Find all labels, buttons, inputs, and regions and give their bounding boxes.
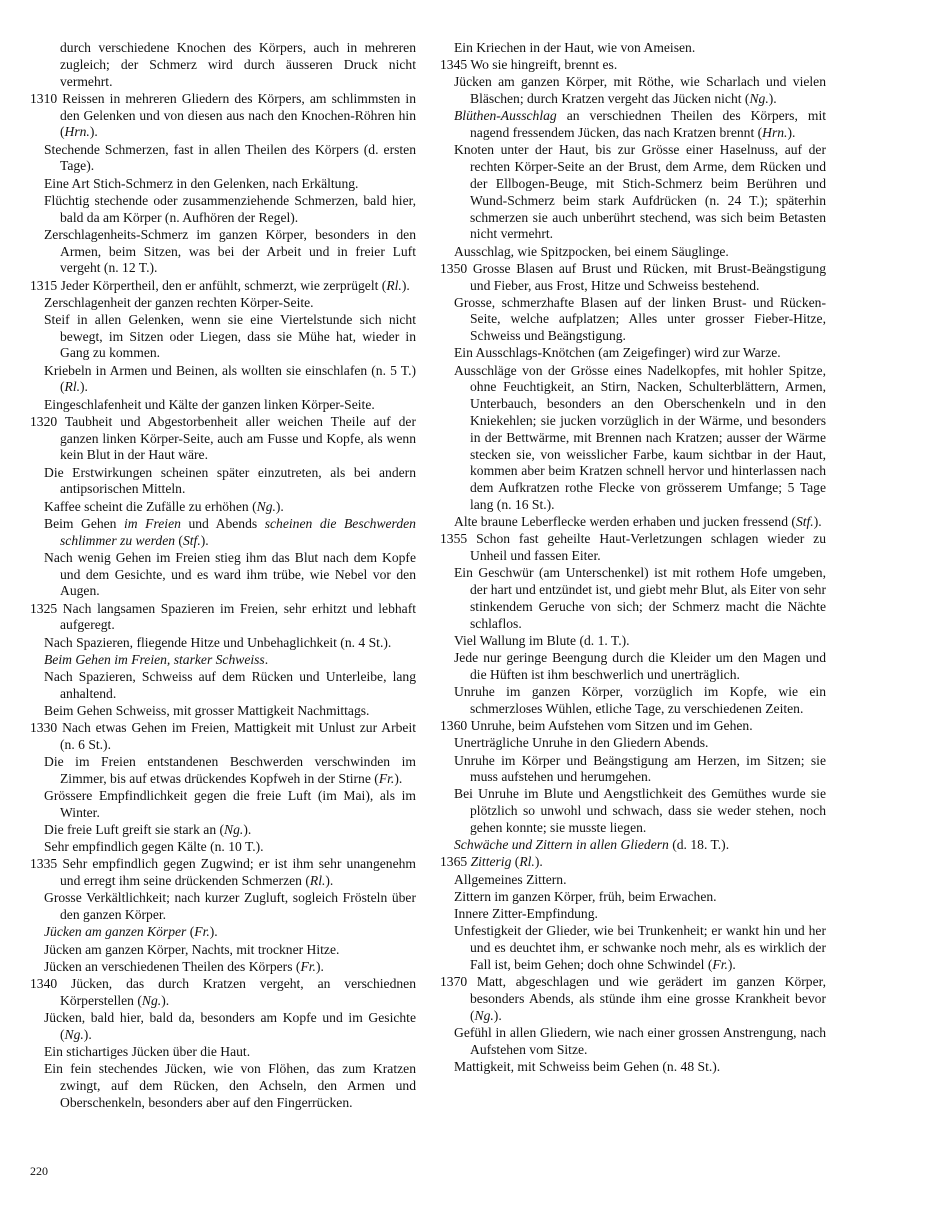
numbered-symptom-entry: 1365 Zitterig (Rl.). bbox=[440, 854, 543, 870]
symptom-entry: Nach Spazieren, Schweiss auf dem Rücken und Unterleibe, lang anhaltend. bbox=[44, 668, 416, 701]
numbered-symptom-entry: 1310 Reissen in mehreren Gliedern des Körpers, am schlimmsten in den Gelenken und von diesen aus nach den Knochen-Röhren hin (Hrn.). bbox=[30, 90, 416, 140]
symptom-entry: Ein Geschwür (am Unterschenkel) ist mit rothem Hofe umgeben, der hart und entzündet ist, und giebt mehr Blut, als Eiter von sehr stinkendem Geruche von sich; der Schmerz macht die Nächte schlaflos. bbox=[454, 565, 826, 631]
symptom-entry: Eingeschlafenheit und Kälte der ganzen linken Körper-Seite. bbox=[44, 396, 375, 412]
symptom-entry: Beim Gehen im Freien und Abends scheinen die Beschwerden schlimmer zu werden (Stf.). bbox=[44, 515, 416, 548]
symptom-entry: Die freie Luft greift sie stark an (Ng.). bbox=[44, 822, 252, 838]
symptom-entry: Unruhe im ganzen Körper, vorzüglich im Kopfe, wie ein schmerzloses Wühlen, etliche Tage, zu verschiedenen Zeiten. bbox=[454, 684, 826, 716]
symptom-entry: Beim Gehen im Freien, starker Schweiss. bbox=[44, 651, 269, 667]
numbered-symptom-entry: 1345 Wo sie hingreift, brennt es. bbox=[440, 57, 618, 73]
page-number: 220 bbox=[30, 1164, 48, 1178]
symptom-entry: Die Erstwirkungen scheinen später einzutreten, als bei andern antipsorischen Mitteln. bbox=[44, 464, 416, 497]
symptom-entry: Ausschlag, wie Spitzpocken, bei einem Säuglinge. bbox=[454, 243, 729, 259]
symptom-entry: Innere Zitter-Empfindung. bbox=[454, 906, 598, 922]
symptom-entry: Unfestigkeit der Glieder, wie bei Trunkenheit; er wankt hin und her und es deuchtet ihm, er schwanke noch mehr, als es wirklich der Fall ist, beim Gehen; doch ohne Schwindel (Fr.). bbox=[454, 923, 826, 972]
numbered-symptom-entry: 1335 Sehr empfindlich gegen Zugwind; er ist ihm sehr unangenehm und erregt ihm seine drückenden Schmerzen (Rl.). bbox=[30, 856, 416, 889]
symptom-entry: Jücken am ganzen Körper, mit Röthe, wie Scharlach und vielen Bläschen; durch Kratzen vergeht das Jücken nicht (Ng.). bbox=[454, 74, 826, 107]
symptom-entry: Ein Ausschlags-Knötchen (am Zeigefinger) wird zur Warze. bbox=[454, 345, 781, 361]
symptom-entry: Nach Spazieren, fliegende Hitze und Unbehaglichkeit (n. 4 St.). bbox=[44, 634, 392, 650]
symptom-entry: Knoten unter der Haut, bis zur Grösse einer Haselnuss, auf der rechten Körper-Seite an der Brust, dem Arme, dem Rücken und der Ellbogen-Beuge, mit Stich-Schmerz beim Berühren und Wund-Schmerz beim stark Aufdrücken (n. 24 T.); späterhin schmerzen sie auch unberührt stechend, was sich beim Betasten nicht vermehrt. bbox=[454, 142, 826, 242]
symptom-entry: Jücken am ganzen Körper, Nachts, mit trockner Hitze. bbox=[44, 941, 340, 957]
symptom-entry: Die im Freien entstandenen Beschwerden verschwinden im Zimmer, bis auf etwas drückendes Kopfweh in der Stirne (Fr.). bbox=[44, 754, 416, 786]
symptom-entry: Sehr empfindlich gegen Kälte (n. 10 T.). bbox=[44, 839, 264, 855]
symptom-entry: Nach wenig Gehen im Freien stieg ihm das Blut nach dem Kopfe und dem Gesichte, und es ward ihm trübe, wie Nebel vor den Augen. bbox=[44, 549, 416, 599]
numbered-symptom-entry: 1320 Taubheit und Abgestorbenheit aller weichen Theile auf der ganzen linken Körper-Seite, auch am Fusse und Kopfe, als wenn kein Blut in der Haut wäre. bbox=[30, 413, 416, 463]
symptom-entry: Jücken an verschiedenen Theilen des Körpers (Fr.). bbox=[44, 958, 324, 974]
left-column bbox=[30, 40, 416, 1112]
symptom-entry: Ein stichartiges Jücken über die Haut. bbox=[44, 1043, 251, 1059]
symptom-entry: Unruhe im Körper und Beängstigung am Herzen, im Sitzen; sie muss aufstehen und herumgehen. bbox=[454, 752, 826, 785]
right-column bbox=[440, 40, 826, 1076]
symptom-entry: durch verschiedene Knochen des Körpers, auch in mehreren zugleich; der Schmerz wird durch äusseren Druck nicht vermehrt. bbox=[60, 40, 416, 89]
symptom-entry: Eine Art Stich-Schmerz in den Gelenken, nach Erkältung. bbox=[44, 175, 359, 191]
symptom-entry: Bei Unruhe im Blute und Aengstlichkeit des Gemüthes wurde sie plötzlich so unwohl und schwach, dass sie weder stehen, noch gehen konnte; sie musste liegen. bbox=[454, 786, 826, 836]
numbered-symptom-entry: 1355 Schon fast geheilte Haut-Verletzungen schlagen wieder zu Unheil und fassen Eiter. bbox=[440, 531, 826, 564]
symptom-entry: Ausschläge von der Grösse eines Nadelkopfes, mit hohler Spitze, ohne Feuchtigkeit, an Stirn, Nacken, Schulterblättern, Armen, Unterbauch, besonders an den Oberschenkeln und in den Kniekehlen; sie jucken vorzüglich in der Wärme, und besonders in der Bettwärme, mit Brennen nach Kratzen; ausser der Wärme stecken sie, von weisslicher Farbe, kaum sichtbar in der Haut, kommen aber beim Kratzen schnell hervor und hinterlassen nach dem Aufkratzen rothe Flecke von grösserem Umfange; 5 Tage lang (n. 16 St.). bbox=[454, 362, 826, 513]
numbered-symptom-entry: 1370 Matt, abgeschlagen und wie gerädert im ganzen Körper, besonders Abends, als stünde ihm eine grosse Krankheit bevor (Ng.). bbox=[440, 973, 826, 1023]
symptom-entry: Steif in allen Gelenken, wenn sie eine Viertelstunde sich nicht bewegt, im Sitzen oder Liegen, dass sie Mühe hat, wieder in Gang zu kommen. bbox=[44, 311, 416, 361]
symptom-entry: Beim Gehen Schweiss, mit grosser Mattigkeit Nachmittags. bbox=[44, 702, 370, 718]
symptom-entry: Grössere Empfindlichkeit gegen die freie Luft (im Mai), als im Winter. bbox=[44, 788, 416, 820]
symptom-entry: Grosse, schmerzhafte Blasen auf der linken Brust- und Rücken-Seite, welche aufplatzen; Alles unter grosser Fieber-Hitze, Schweiss und Beängstigung. bbox=[454, 294, 826, 344]
symptom-entry: Grosse Verkältlichkeit; nach kurzer Zugluft, sogleich Frösteln über den ganzen Körper. bbox=[44, 890, 416, 923]
symptom-entry: Stechende Schmerzen, fast in allen Theilen des Körpers (d. ersten Tage). bbox=[44, 141, 416, 174]
symptom-entry: Schwäche und Zittern in allen Gliedern (d. 18. T.). bbox=[454, 837, 730, 853]
symptom-entry: Gefühl in allen Gliedern, wie nach einer grossen Anstrengung, nach Aufstehen vom Sitze. bbox=[454, 1024, 826, 1057]
numbered-symptom-entry: 1360 Unruhe, beim Aufstehen vom Sitzen und im Gehen. bbox=[440, 718, 753, 734]
symptom-entry: Mattigkeit, mit Schweiss beim Gehen (n. 48 St.). bbox=[454, 1058, 721, 1074]
symptom-entry: Kaffee scheint die Zufälle zu erhöhen (Ng.). bbox=[44, 498, 284, 514]
symptom-entry: Jücken, bald hier, bald da, besonders am Kopfe und im Gesichte (Ng.). bbox=[44, 1009, 416, 1042]
numbered-symptom-entry: 1350 Grosse Blasen auf Brust und Rücken, mit Brust-Beängstigung und Fieber, aus Frost, Hitze und Schweiss bestehend. bbox=[440, 260, 826, 293]
symptom-entry: Zittern im ganzen Körper, früh, beim Erwachen. bbox=[454, 888, 717, 904]
numbered-symptom-entry: 1340 Jücken, das durch Kratzen vergeht, an verschiednen Körperstellen (Ng.). bbox=[30, 975, 416, 1008]
symptom-entry: Jücken am ganzen Körper (Fr.). bbox=[44, 924, 218, 940]
symptom-entry: Alte braune Leberflecke werden erhaben und jucken fressend (Stf.). bbox=[454, 514, 822, 530]
symptom-entry: Jede nur geringe Beengung durch die Kleider um den Magen und die Hüften ist ihm beschwerlich und unerträglich. bbox=[454, 650, 826, 682]
numbered-symptom-entry: 1325 Nach langsamen Spazieren im Freien, sehr erhitzt und lebhaft aufgeregt. bbox=[30, 600, 416, 633]
symptom-entry: Blüthen-Ausschlag an verschiednen Theilen des Körpers, mit nagend fressendem Jücken, das nach Kratzen brennt (Hrn.). bbox=[454, 108, 826, 141]
numbered-symptom-entry: 1330 Nach etwas Gehen im Freien, Mattigkeit mit Unlust zur Arbeit (n. 6 St.). bbox=[30, 720, 416, 752]
symptom-entry: Zerschlagenheits-Schmerz im ganzen Körper, besonders in den Armen, beim Sitzen, was bei der Arbeit und in freier Luft vergeht (n. 12 T.). bbox=[44, 226, 416, 276]
numbered-symptom-entry: 1315 Jeder Körpertheil, den er anfühlt, schmerzt, wie zerprügelt (Rl.). bbox=[30, 277, 410, 293]
symptom-entry: Ein fein stechendes Jücken, wie von Flöhen, das zum Kratzen zwingt, auf dem Rücken, den Achseln, den Armen und Oberschenkeln, besonders aber auf den Fingerrücken. bbox=[44, 1061, 416, 1110]
symptom-entry: Ein Kriechen in der Haut, wie von Ameisen. bbox=[454, 40, 696, 55]
symptom-entry: Flüchtig stechende oder zusammenziehende Schmerzen, bald hier, bald da am Körper (n. Aufhören der Regel). bbox=[44, 192, 416, 225]
symptom-entry: Allgemeines Zittern. bbox=[454, 871, 567, 887]
symptom-entry: Viel Wallung im Blute (d. 1. T.). bbox=[454, 632, 630, 648]
symptom-entry: Unerträgliche Unruhe in den Gliedern Abends. bbox=[454, 735, 709, 751]
symptom-entry: Kriebeln in Armen und Beinen, als wollten sie einschlafen (n. 5 T.) (Rl.). bbox=[44, 362, 416, 395]
symptom-entry: Zerschlagenheit der ganzen rechten Körper-Seite. bbox=[44, 294, 314, 310]
